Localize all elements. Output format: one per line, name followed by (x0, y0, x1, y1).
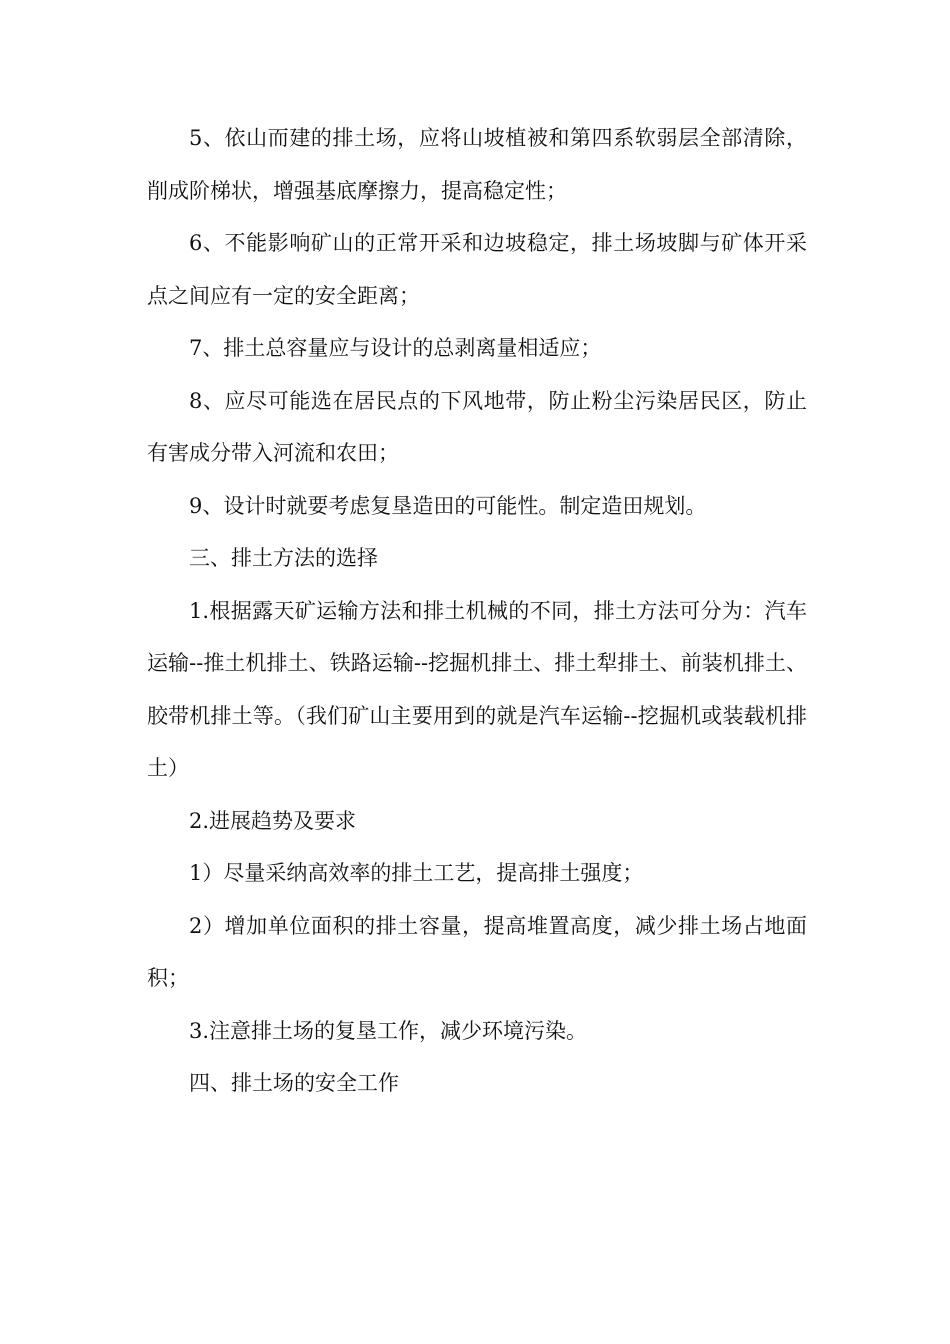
paragraph-trend-2: 2）增加单位面积的排土容量，提高堆置高度，减少排土场占地面积； (147, 913, 807, 990)
paragraph-item-5: 5、依山而建的排土场，应将山坡植被和第四系软弱层全部清除，削成阶梯状，增强基底摩擦力，提高稳定性； (147, 126, 807, 203)
paragraph-item-6: 6、不能影响矿山的正常开采和边坡稳定，排土场坡脚与矿体开采点之间应有一定的安全距离； (147, 231, 807, 308)
paragraph-dumping-methods: 1.根据露天矿运输方法和排土机械的不同，排土方法可分为：汽车运输--推土机排土、铁路运输--挖掘机排土、排土犁排土、前装机排土、胶带机排土等。（我们矿山主要用到的就是汽车运输--挖掘机或装载机排土） (147, 598, 807, 780)
paragraph-trend-1: 1）尽量采纳高效率的排土工艺，提高排土强度； (189, 861, 644, 885)
paragraph-item-7: 7、排土总容量应与设计的总剥离量相适应； (189, 336, 602, 360)
document-body (147, 112, 807, 1110)
subheading-trends: 2.进展趋势及要求 (189, 808, 357, 833)
paragraph-item-9: 9、设计时就要考虑复垦造田的可能性。制定造田规划。 (189, 493, 707, 518)
paragraph-reclamation: 3.注意排土场的复垦工作，减少环境污染。 (189, 1018, 588, 1043)
paragraph-item-8: 8、应尽可能选在居民点的下风地带，防止粉尘污染居民区，防止有害成分带入河流和农田； (147, 388, 807, 465)
section-heading-4: 四、排土场的安全工作 (189, 1071, 399, 1095)
section-heading-3: 三、排土方法的选择 (189, 546, 378, 570)
